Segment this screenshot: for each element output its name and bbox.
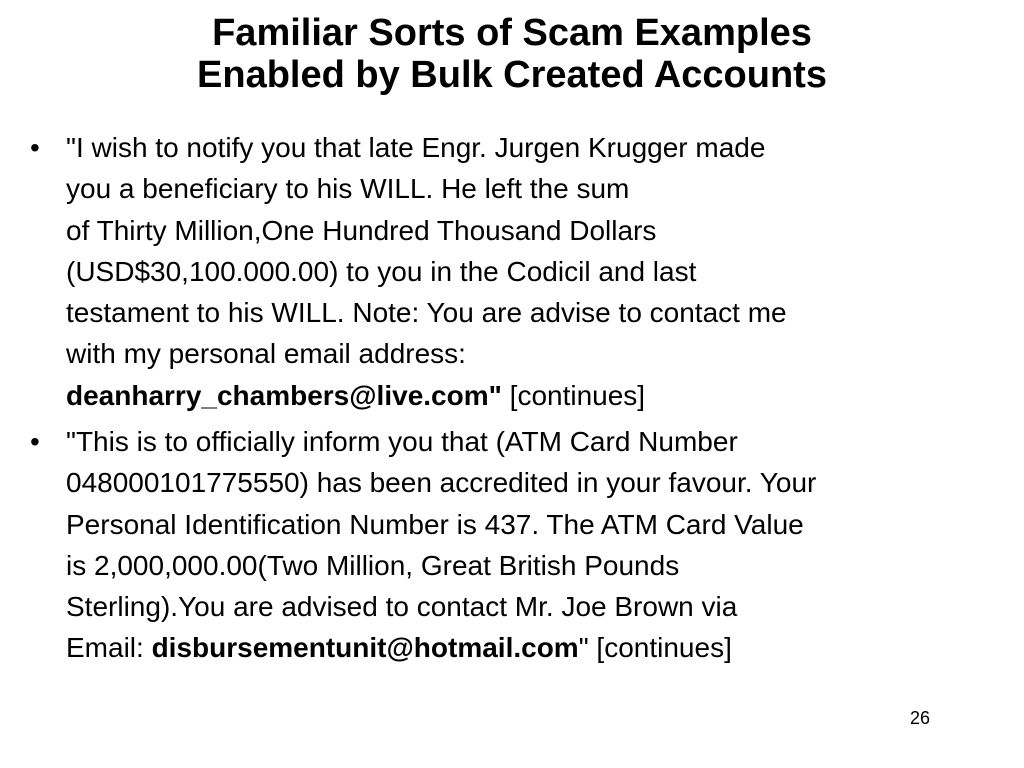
paragraph-line: you a beneficiary to his WILL. He left the sum — [66, 173, 630, 205]
bullet-marker: • — [30, 132, 40, 163]
line-prefix: Email: — [66, 632, 152, 664]
paragraph-line: (USD$30,100.000.00) to you in the Codicil and last — [66, 255, 697, 287]
paragraph-line: "I wish to notify you that late Engr. Jurgen Krugger made — [66, 132, 766, 163]
paragraph-line: 048000101775550) has been accredited in your favour. Your — [66, 467, 817, 499]
paragraph-line-with-email — [66, 375, 1006, 416]
bullet-marker: • — [30, 426, 40, 457]
paragraph-line: is 2,000,000.00(Two Million, Great British Pounds — [66, 549, 680, 581]
paragraph-line: Personal Identification Number is 437. The ATM Card Value — [66, 508, 804, 540]
paragraph-line: "This is to officially inform you that (ATM Card Number — [66, 426, 738, 457]
scam-email-address: deanharry_chambers@live.com" — [66, 379, 502, 411]
slide-page-number: 26 — [909, 708, 931, 728]
slide-title — [0, 12, 1024, 96]
paragraph-line-with-email — [66, 627, 1006, 668]
continues-note: " [continues] — [578, 632, 732, 664]
continues-note: [continues] — [501, 379, 646, 411]
slide-title-line-1: Familiar Sorts of Scam Examples — [212, 12, 812, 54]
paragraph-line: of Thirty Million,One Hundred Thousand Dollars — [66, 214, 657, 246]
paragraph-line: testament to his WILL. Note: You are advise to contact me — [66, 297, 787, 329]
bullet-paragraph-will-scam — [66, 127, 1006, 416]
bullet-paragraph-atm-scam — [66, 421, 1006, 669]
paragraph-line: with my personal email address: — [66, 338, 466, 370]
scam-email-address: disbursementunit@hotmail.com — [151, 632, 579, 664]
slide-title-line-2: Enabled by Bulk Created Accounts — [197, 54, 827, 96]
paragraph-line: Sterling).You are advised to contact Mr. Joe Brown via — [66, 591, 738, 623]
